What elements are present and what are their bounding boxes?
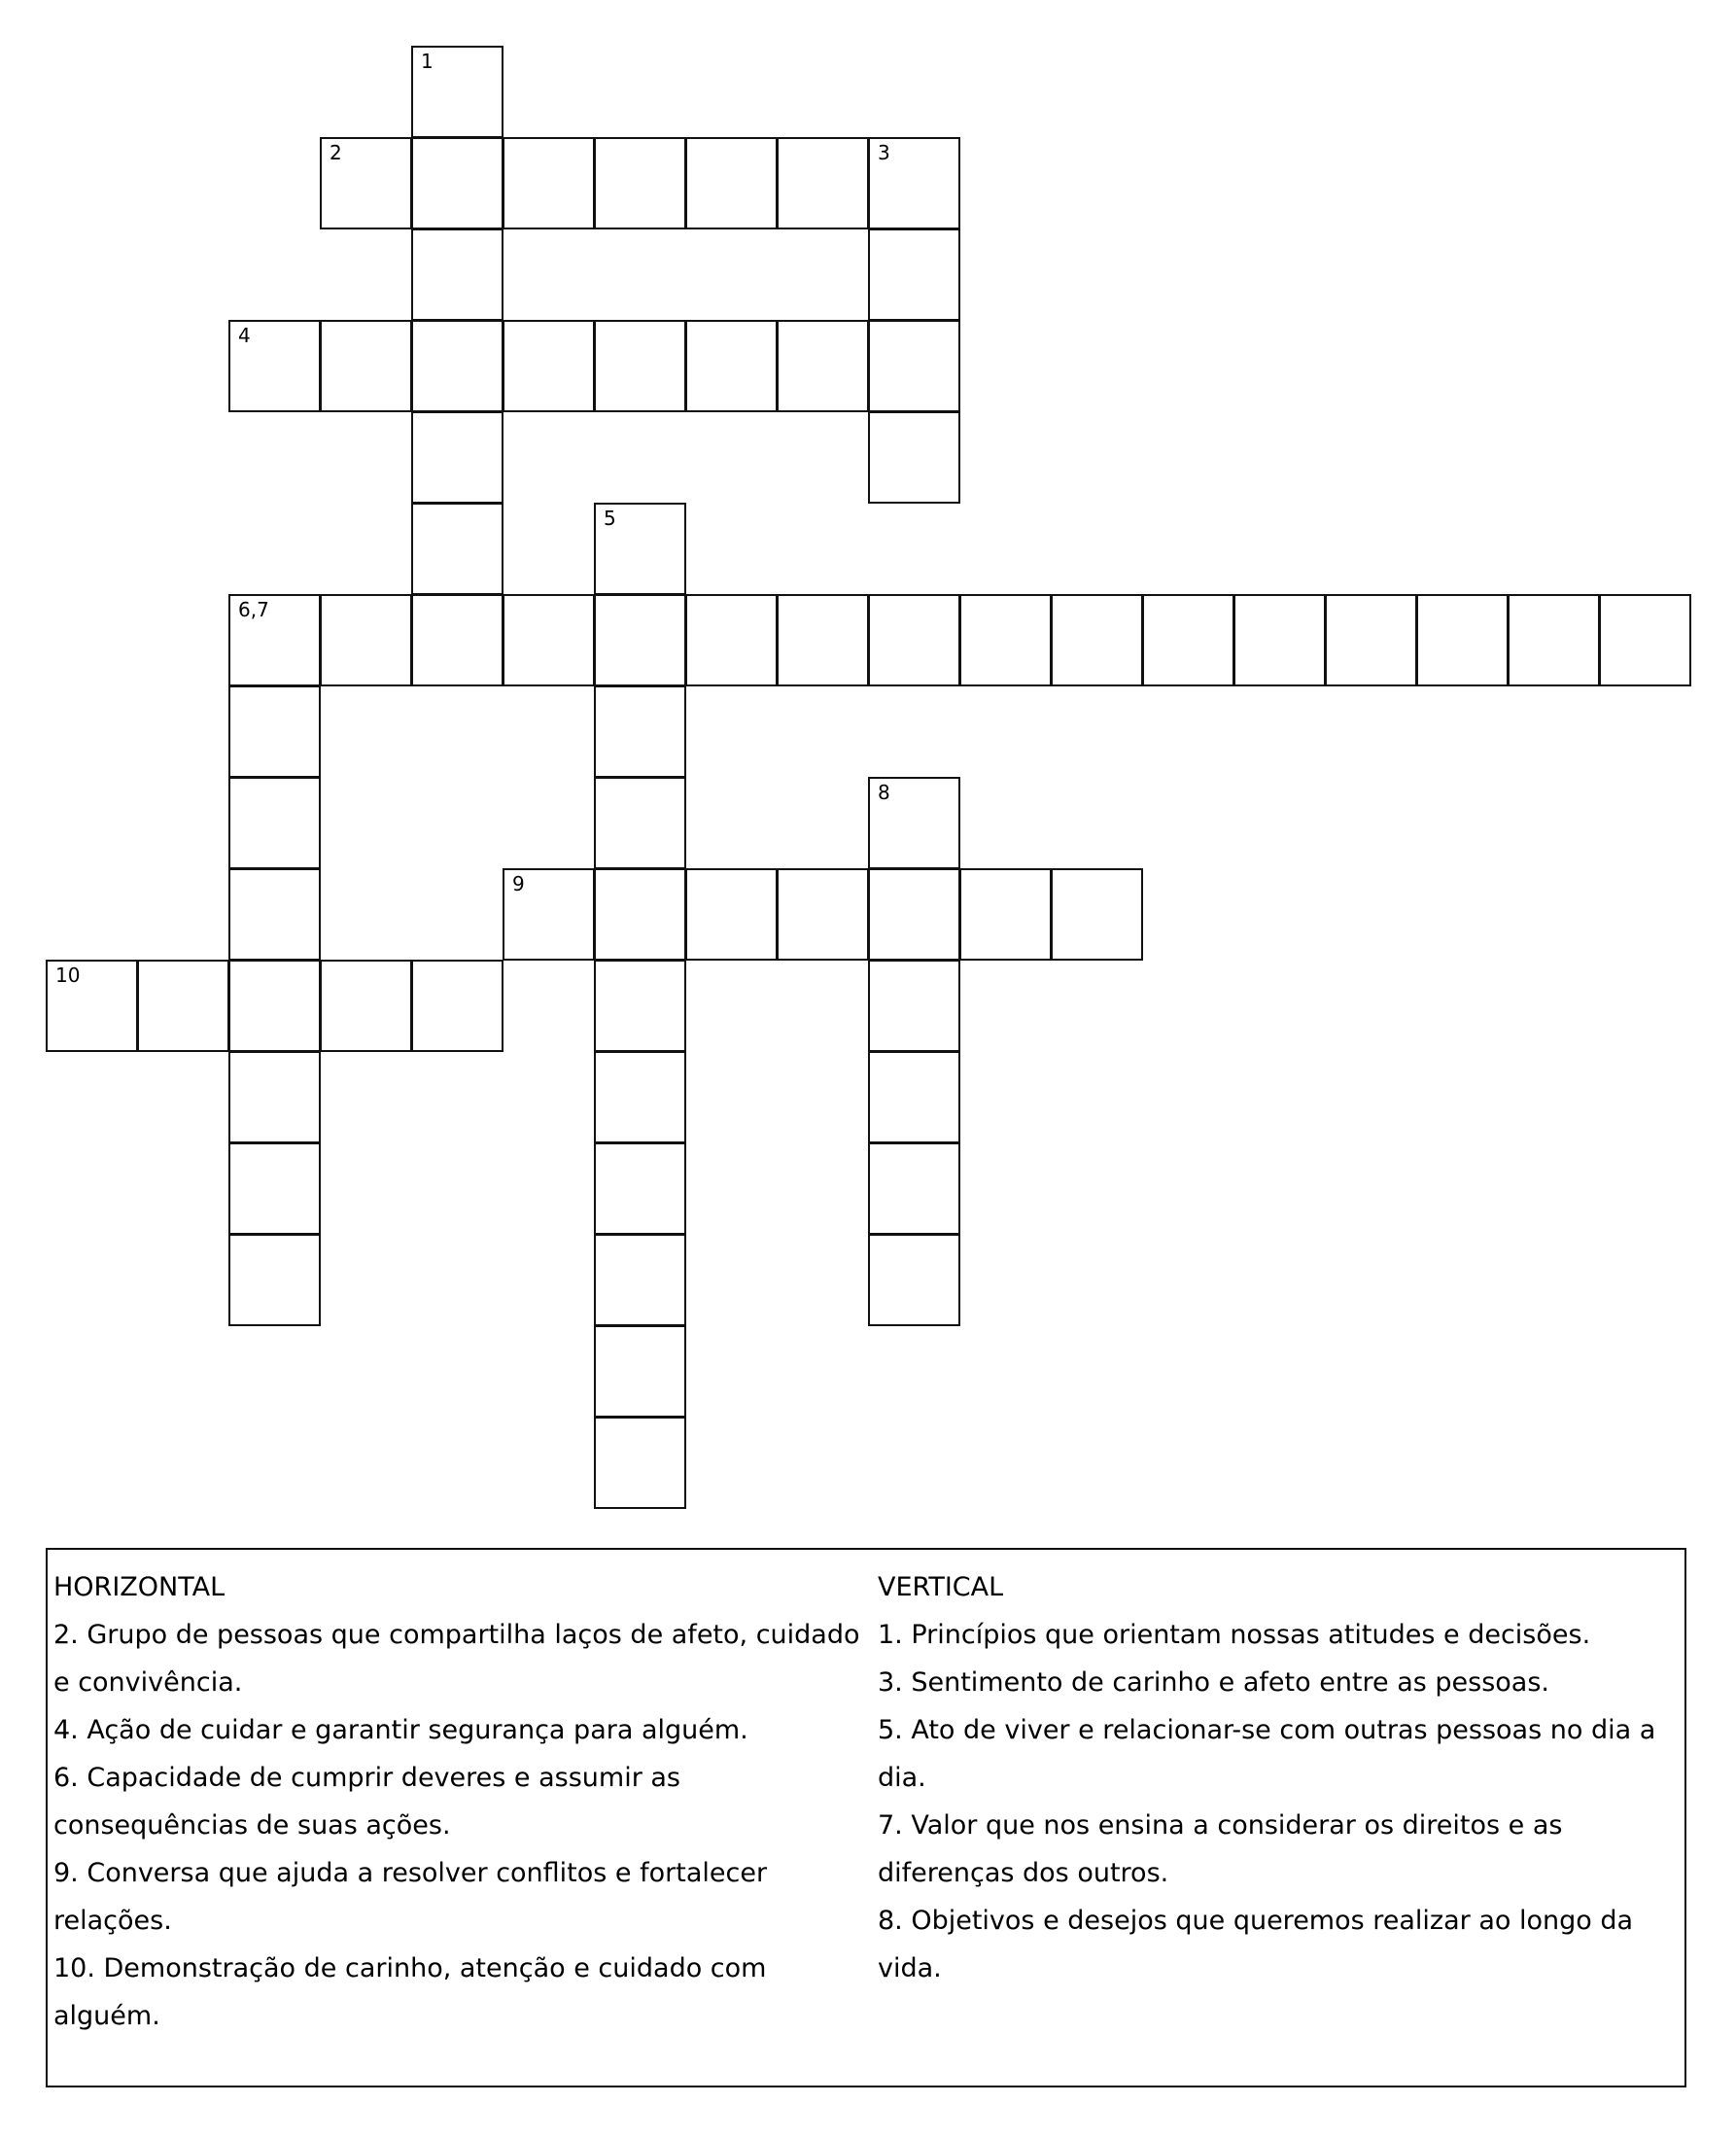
grid-cell[interactable] (228, 594, 321, 686)
grid-cell[interactable] (685, 868, 778, 961)
grid-cell[interactable] (503, 594, 595, 686)
clue-across-4: 4. Ação de cuidar e garantir segurança para alguém. (53, 1715, 748, 1745)
clue-down-5: 5. Ato de viver e relacionar-se com outras pessoas no dia a dia. (878, 1715, 1656, 1793)
grid-cell[interactable] (868, 411, 960, 504)
grid-cell[interactable] (777, 137, 869, 229)
grid-cell[interactable] (1508, 594, 1600, 686)
grid-cell[interactable] (594, 777, 686, 869)
down-clues (878, 1563, 1677, 1992)
grid-cell[interactable] (228, 868, 321, 961)
cell-number: 1 (421, 50, 434, 73)
cell-number: 6,7 (238, 598, 269, 621)
grid-cell[interactable] (868, 228, 960, 321)
cell-number: 5 (604, 507, 616, 530)
grid-cell[interactable] (228, 320, 321, 412)
grid-cell[interactable] (411, 320, 503, 412)
cell-number: 9 (512, 872, 525, 895)
clue-across-10: 10. Demonstração de carinho, atenção e cuidado com alguém. (53, 1953, 767, 2031)
grid-cell[interactable] (411, 137, 503, 229)
grid-cell[interactable] (594, 1417, 686, 1509)
grid-cell[interactable] (320, 960, 412, 1052)
grid-cell[interactable] (411, 46, 503, 138)
grid-cell[interactable] (1599, 594, 1691, 686)
grid-cell[interactable] (411, 228, 503, 321)
clues-panel (46, 1548, 1686, 2087)
cell-number: 4 (238, 324, 251, 347)
grid-cell[interactable] (594, 1051, 686, 1143)
grid-cell[interactable] (503, 868, 595, 961)
grid-cell[interactable] (594, 320, 686, 412)
grid-cell[interactable] (46, 960, 138, 1052)
grid-cell[interactable] (411, 503, 503, 595)
cell-number: 8 (878, 781, 890, 804)
grid-cell[interactable] (1142, 594, 1234, 686)
grid-cell[interactable] (594, 685, 686, 778)
grid-cell[interactable] (228, 1051, 321, 1143)
grid-cell[interactable] (868, 594, 960, 686)
grid-cell[interactable] (868, 777, 960, 869)
clue-down-3: 3. Sentimento de carinho e afeto entre as pessoas. (878, 1667, 1550, 1698)
grid-cell[interactable] (137, 960, 229, 1052)
grid-cell[interactable] (320, 320, 412, 412)
grid-cell[interactable] (868, 137, 960, 229)
grid-cell[interactable] (868, 1142, 960, 1235)
grid-cell[interactable] (503, 137, 595, 229)
grid-cell[interactable] (1051, 868, 1143, 961)
grid-cell[interactable] (228, 777, 321, 869)
grid-cell[interactable] (868, 868, 960, 961)
grid-cell[interactable] (411, 411, 503, 504)
grid-cell[interactable] (411, 594, 503, 686)
grid-cell[interactable] (868, 320, 960, 412)
grid-cell[interactable] (594, 960, 686, 1052)
grid-cell[interactable] (594, 137, 686, 229)
grid-cell[interactable] (1416, 594, 1509, 686)
grid-cell[interactable] (777, 594, 869, 686)
grid-cell[interactable] (503, 320, 595, 412)
grid-cell[interactable] (594, 503, 686, 595)
grid-cell[interactable] (228, 685, 321, 778)
grid-cell[interactable] (228, 1234, 321, 1326)
across-clues (53, 1563, 860, 2040)
clue-across-9: 9. Conversa que ajuda a resolver conflitos e fortalecer relações. (53, 1858, 768, 1936)
cell-number: 2 (330, 141, 342, 164)
grid-cell[interactable] (868, 1234, 960, 1326)
grid-cell[interactable] (320, 594, 412, 686)
grid-cell[interactable] (959, 594, 1052, 686)
grid-cell[interactable] (685, 594, 778, 686)
grid-cell[interactable] (1325, 594, 1417, 686)
down-heading: VERTICAL (878, 1572, 1004, 1602)
cell-number: 10 (55, 964, 81, 987)
grid-cell[interactable] (228, 1142, 321, 1235)
grid-cell[interactable] (594, 868, 686, 961)
grid-cell[interactable] (777, 868, 869, 961)
clue-down-8: 8. Objetivos e desejos que queremos realizar ao longo da vida. (878, 1906, 1634, 1983)
grid-cell[interactable] (868, 1051, 960, 1143)
grid-cell[interactable] (594, 594, 686, 686)
grid-cell[interactable] (594, 1234, 686, 1326)
grid-cell[interactable] (594, 1142, 686, 1235)
grid-cell[interactable] (777, 320, 869, 412)
clue-down-7: 7. Valor que nos ensina a considerar os direitos e as diferenças dos outros. (878, 1810, 1563, 1888)
clue-across-2: 2. Grupo de pessoas que compartilha laços de afeto, cuidado e convivência. (53, 1620, 860, 1698)
grid-cell[interactable] (228, 960, 321, 1052)
grid-cell[interactable] (594, 1325, 686, 1418)
grid-cell[interactable] (320, 137, 412, 229)
grid-cell[interactable] (685, 320, 778, 412)
grid-cell[interactable] (868, 960, 960, 1052)
across-heading: HORIZONTAL (53, 1572, 226, 1602)
grid-cell[interactable] (685, 137, 778, 229)
grid-cell[interactable] (411, 960, 503, 1052)
clue-across-6: 6. Capacidade de cumprir deveres e assumir as consequências de suas ações. (53, 1763, 680, 1841)
grid-cell[interactable] (1051, 594, 1143, 686)
grid-cell[interactable] (1233, 594, 1326, 686)
grid-cell[interactable] (959, 868, 1052, 961)
clue-down-1: 1. Princípios que orientam nossas atitudes e decisões. (878, 1620, 1591, 1650)
cell-number: 3 (878, 141, 890, 164)
